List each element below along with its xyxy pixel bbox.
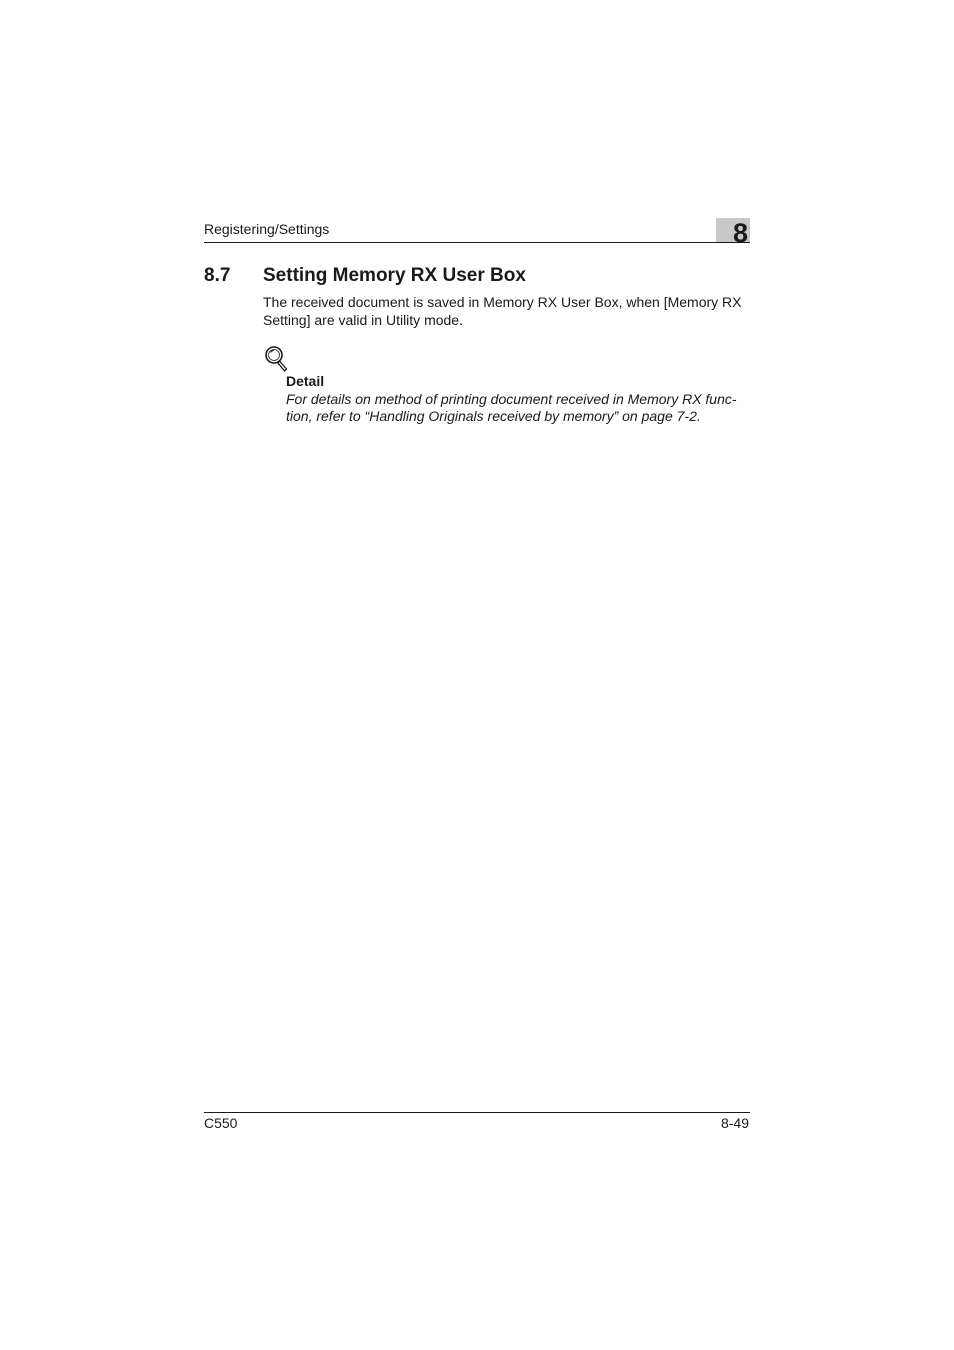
running-header: Registering/Settings [204, 221, 330, 237]
section-body-line: Setting] are valid in Utility mode. [263, 312, 463, 328]
chapter-tab [716, 218, 750, 248]
section-body [263, 293, 753, 329]
section-title: Setting Memory RX User Box [263, 265, 526, 286]
magnifier-icon [264, 345, 290, 373]
detail-note-line: tion, refer to “Handling Originals received by memory” on page 7-2. [286, 408, 701, 424]
header-divider [204, 242, 750, 243]
footer-divider [204, 1112, 750, 1113]
detail-label: Detail [286, 373, 325, 389]
footer-model: C550 [204, 1115, 238, 1131]
chapter-number: 8 [732, 218, 748, 248]
footer-page-number: 8-49 [720, 1115, 749, 1131]
section-number: 8.7 [204, 265, 231, 286]
detail-note [286, 391, 756, 425]
section-body-line: The received document is saved in Memory RX User Box, when [Memory RX [263, 294, 742, 310]
detail-note-line: For details on method of printing document received in Memory RX func- [286, 391, 737, 407]
